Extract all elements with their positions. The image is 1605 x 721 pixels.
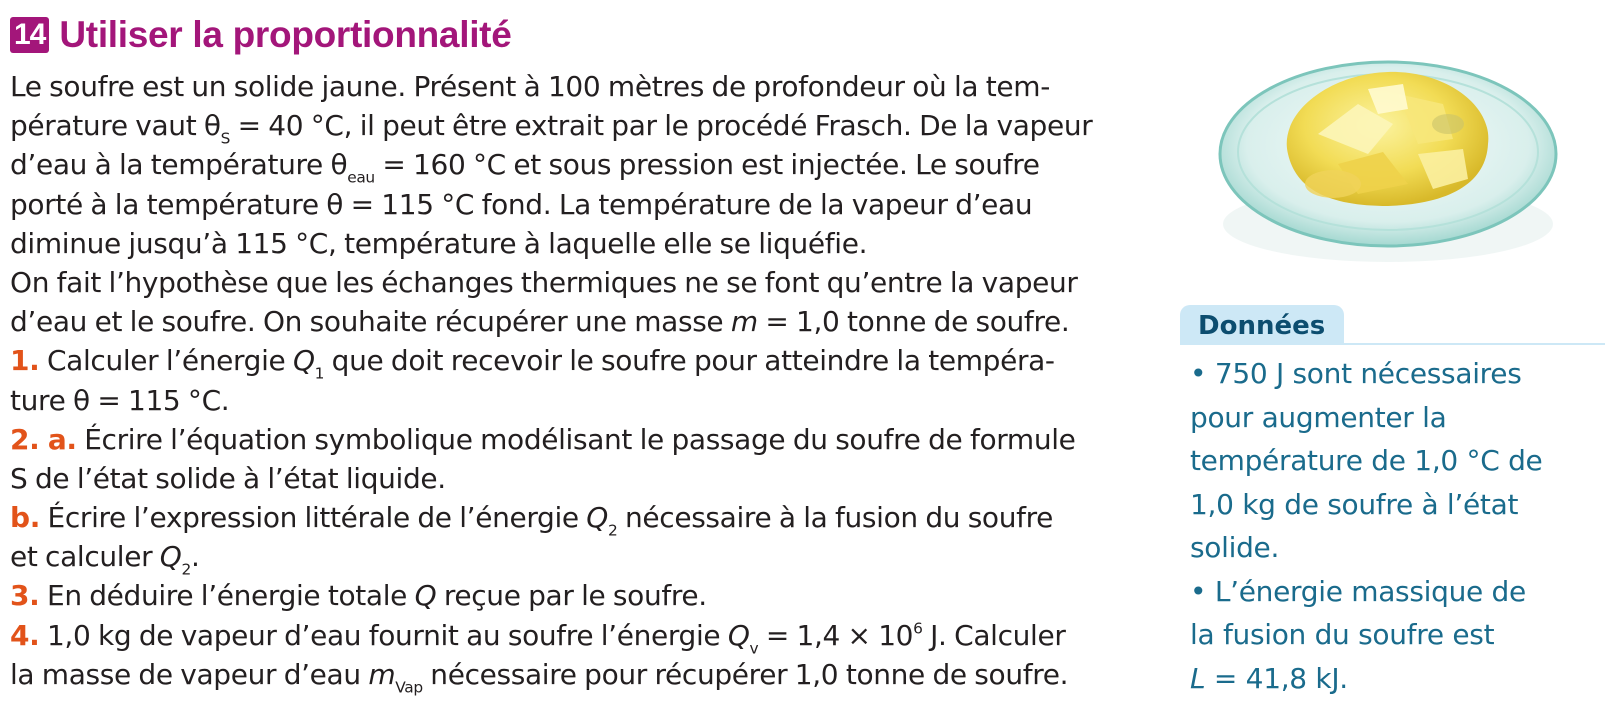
question-number: 2. a. bbox=[10, 422, 77, 456]
subscript: S bbox=[220, 129, 231, 148]
donnees-item: • 750 J sont nécessaires pour augmenter la température de 1,0 °C de 1,0 kg de soufre à l’état solide. bbox=[1190, 357, 1543, 564]
question-2a: 2. a. Écrire l’équation symbolique modélisant le passage du soufre de formule bbox=[10, 422, 1076, 456]
intro-line: d’eau et le soufre. On souhaite récupérer une masse m = 1,0 tonne de soufre. bbox=[10, 305, 1070, 339]
donnees-divider bbox=[1180, 343, 1605, 345]
variable: Q bbox=[414, 579, 437, 613]
subscript: Vap bbox=[395, 678, 423, 697]
variable: m bbox=[730, 305, 758, 339]
intro-line: d’eau à la température $\theta_{eau} = 160$ °C et sous pression est injectée. Le soufre bbox=[10, 148, 1040, 187]
subscript: eau bbox=[347, 168, 375, 187]
variable: Q bbox=[292, 344, 315, 378]
sulfur-in-glass-dish-icon bbox=[1218, 34, 1558, 266]
donnees-item: • L’énergie massique de la fusion du soufre est L = 41,8 kJ. bbox=[1190, 574, 1526, 695]
intro-line: porté à la température θ = 115 °C fond. La température de la vapeur d’eau bbox=[10, 187, 1033, 221]
variable: Q bbox=[727, 618, 750, 652]
variable: m bbox=[368, 657, 396, 691]
intro-line: On fait l’hypothèse que les échanges thermiques ne se font qu’entre la vapeur bbox=[10, 265, 1078, 299]
exercise-title: Utiliser la proportionnalité bbox=[59, 14, 512, 55]
question-number: 3. bbox=[10, 579, 40, 613]
variable: L bbox=[1190, 661, 1206, 695]
exercise-statement bbox=[10, 67, 1170, 697]
variable: Q bbox=[159, 540, 182, 574]
question-3: 3. En déduire l’énergie totale Q reçue par le soufre. bbox=[10, 579, 707, 613]
exercise-number-badge: 14 bbox=[10, 17, 49, 53]
subscript: 1 bbox=[314, 364, 325, 383]
question-4-cont: la masse de vapeur d’eau $m_{Vap}$ nécessaire pour récupérer 1,0 tonne de soufre. bbox=[10, 657, 1069, 697]
intro-line: diminue jusqu’à 115 °C, température à laquelle elle se liquéfie. bbox=[10, 226, 868, 260]
donnees-heading: Données bbox=[1180, 305, 1344, 345]
question-2a-cont: S de l’état solide à l’état liquide. bbox=[10, 461, 446, 495]
superscript: 6 bbox=[913, 619, 923, 638]
intro-line: pérature vaut $\theta_S = 40$ °C, il peut être extrait par le procédé Frasch. De la vapeur bbox=[10, 109, 1093, 148]
exercise-header bbox=[10, 12, 511, 58]
subscript: 2 bbox=[181, 560, 191, 579]
donnees-list bbox=[1190, 352, 1600, 700]
question-2b-cont: et calculer $Q_2$. bbox=[10, 540, 200, 579]
question-1: 1. Calculer l’énergie $Q_1$ que doit recevoir le soufre pour atteindre la tempéra- bbox=[10, 344, 1055, 383]
subscript: 2 bbox=[608, 521, 618, 540]
question-4: 4. 1,0 kg de vapeur d’eau fournit au soufre l’énergie $Q_v = 1,4 \times 10^6$ J. Calculer bbox=[10, 618, 1066, 658]
question-number: 1. bbox=[10, 344, 40, 378]
question-1-cont: ture θ = 115 °C. bbox=[10, 383, 230, 417]
subscript: v bbox=[749, 639, 759, 658]
intro-line: Le soufre est un solide jaune. Présent à 100 mètres de profondeur où la tem- bbox=[10, 70, 1050, 103]
question-number: 4. bbox=[10, 618, 40, 652]
question-2b: b. Écrire l’expression littérale de l’énergie $Q_2$ nécessaire à la fusion du soufre bbox=[10, 501, 1054, 540]
variable: Q bbox=[586, 501, 608, 535]
question-number: b. bbox=[10, 501, 40, 535]
